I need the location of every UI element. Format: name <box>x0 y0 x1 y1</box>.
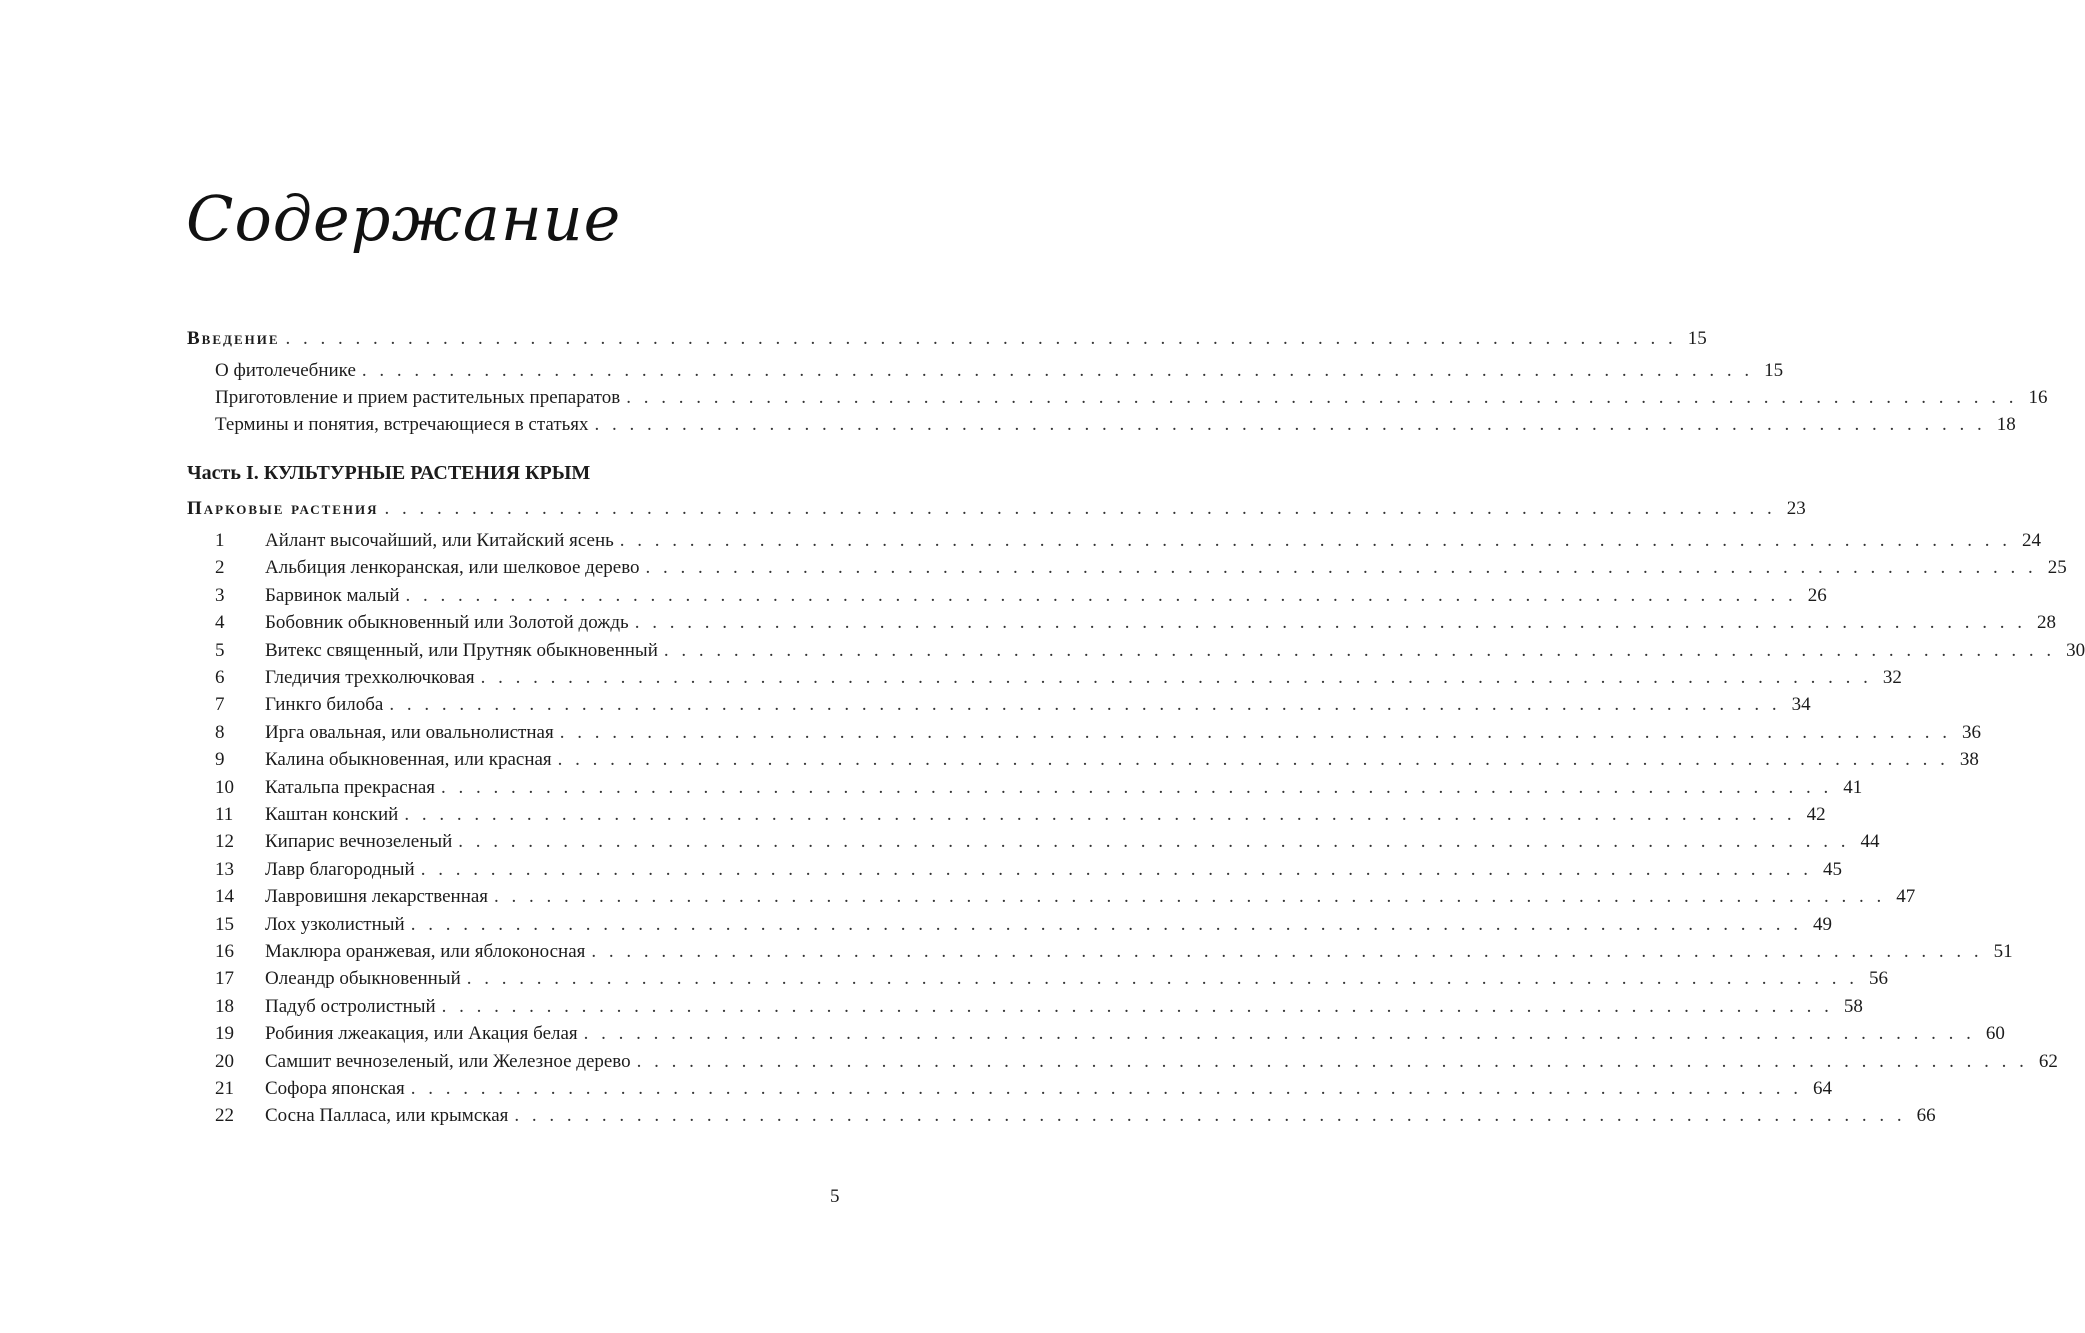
toc-leader-dots: . . . . . . . . . . . . . . . . . . . . . . . . . . . . . . . . . . . . . . . . . . . . . . . . . . . . . . . . . . . . . . . . . . . . . . . . . . . . . . . . <box>494 886 1886 908</box>
toc-entry-page: 18 <box>1996 414 2016 435</box>
toc-entry-number: 3 <box>215 584 225 606</box>
toc-entry-label: Витекс священный, или Прутняк обыкновенный <box>265 639 658 661</box>
toc-leader-dots: . . . . . . . . . . . . . . . . . . . . . . . . . . . . . . . . . . . . . . . . . . . . . . . . . . . . . . . . . . . . . . . . . . . . . . . . . . . . . . . . <box>389 694 1781 716</box>
toc-leader-dots: . . . . . . . . . . . . . . . . . . . . . . . . . . . . . . . . . . . . . . . . . . . . . . . . . . . . . . . . . . . . . . . . . . . . . . . . . . . . . . . . <box>634 612 2026 634</box>
toc-entry-page: 15 <box>1764 360 1784 381</box>
toc-entry[interactable] <box>187 584 1827 608</box>
toc-entry[interactable] <box>187 413 2016 437</box>
toc-entry[interactable] <box>187 803 1826 827</box>
toc-leader-dots: . . . . . . . . . . . . . . . . . . . . . . . . . . . . . . . . . . . . . . . . . . . . . . . . . . . . . . . . . . . . . . . . . . . . . . . . . . . . . . . . <box>361 360 1754 381</box>
toc-entry[interactable] <box>187 386 2048 410</box>
toc-entry-label: Ирга овальная, или овальнолистная <box>265 721 554 743</box>
toc-entry[interactable] <box>187 776 1863 800</box>
toc-entry-number: 16 <box>215 941 234 962</box>
toc-entry-label: Олеандр обыкновенный <box>265 968 461 990</box>
toc-entry-page: 25 <box>2047 557 2067 579</box>
toc-entry-label: Самшит вечнозеленый, или Железное дерево <box>265 1050 631 1072</box>
toc-entry-page: 28 <box>2036 612 2056 634</box>
toc-entry-page: 30 <box>2066 639 2085 661</box>
toc-entry[interactable] <box>187 529 2042 553</box>
toc-entry-label: Айлант высочайший, или Китайский ясень <box>265 530 614 551</box>
toc-entry-number: 10 <box>215 776 234 798</box>
toc-entry-page: 16 <box>2028 387 2048 408</box>
toc-entry-page: 45 <box>1822 858 1842 880</box>
toc-entry[interactable] <box>187 995 1863 1019</box>
toc-entry-label: Термины и понятия, встречающиеся в статьях <box>215 414 589 435</box>
toc-entry[interactable] <box>187 666 1902 690</box>
toc-entry[interactable] <box>187 830 1880 854</box>
toc-leader-dots: . . . . . . . . . . . . . . . . . . . . . . . . . . . . . . . . . . . . . . . . . . . . . . . . . . . . . . . . . . . . . . . . . . . . . . . . . . . . . . . . <box>636 1050 2028 1072</box>
toc-entry-label: Катальпа прекрасная <box>265 776 436 798</box>
toc-entry-number: 7 <box>215 694 225 716</box>
toc-leader-dots: . . . . . . . . . . . . . . . . . . . . . . . . . . . . . . . . . . . . . . . . . . . . . . . . . . . . . . . . . . . . . . . . . . . . . . . . . . . . . . . . <box>466 968 1859 990</box>
toc-leader-dots: . . . . . . . . . . . . . . . . . . . . . . . . . . . . . . . . . . . . . . . . . . . . . . . . . . . . . . . . . . . . . . . . . . . . . . . . . . . . . . . . <box>410 1078 1803 1099</box>
toc-entry-number: 5 <box>215 639 225 661</box>
toc-entry[interactable] <box>187 1022 2005 1046</box>
toc-section-park[interactable] <box>187 497 1806 521</box>
toc-leader-dots: . . . . . . . . . . . . . . . . . . . . . . . . . . . . . . . . . . . . . . . . . . . . . . . . . . . . . . . . . . . . . . . . . . . . . . . . . . . . . . . . <box>458 831 1850 853</box>
toc-entry-page: 41 <box>1843 776 1863 798</box>
toc-entry-number: 1 <box>215 530 225 551</box>
toc-entry[interactable] <box>187 721 1981 745</box>
toc-leader-dots: . . . . . . . . . . . . . . . . . . . . . . . . . . . . . . . . . . . . . . . . . . . . . . . . . . . . . . . . . . . . . . . . . . . . . . . . . . . . . . . . <box>480 667 1872 688</box>
toc-entry-label: Парковые растения <box>187 498 379 519</box>
toc-entry-label: Робиния лжеакация, или Акация белая <box>265 1023 578 1045</box>
toc-leader-dots: . . . . . . . . . . . . . . . . . . . . . . . . . . . . . . . . . . . . . . . . . . . . . . . . . . . . . . . . . . . . . . . . . . . . . . . . . . . . . . . . <box>559 721 1951 743</box>
toc-entry-label: Бобовник обыкновенный или Золотой дождь <box>265 612 629 634</box>
toc-leader-dots: . . . . . . . . . . . . . . . . . . . . . . . . . . . . . . . . . . . . . . . . . . . . . . . . . . . . . . . . . . . . . . . . . . . . . . . . . . . . . . . . <box>619 530 2012 551</box>
toc-part-heading[interactable]: Часть I. КУЛЬТУРНЫЕ РАСТЕНИЯ КРЫМ <box>187 462 591 484</box>
toc-entry-page: 34 <box>1791 694 1811 716</box>
toc-entry-page: 15 <box>1687 328 1707 349</box>
toc-entry-label: Маклюра оранжевая, или яблоконосная <box>265 941 586 962</box>
toc-entry-label: Кипарис вечнозеленый <box>265 831 453 853</box>
toc-entry-page: 60 <box>1985 1023 2005 1045</box>
toc-leader-dots: . . . . . . . . . . . . . . . . . . . . . . . . . . . . . . . . . . . . . . . . . . . . . . . . . . . . . . . . . . . . . . . . . . . . . . . . . . . . . . . . <box>405 584 1797 606</box>
toc-entry-label: Введение <box>187 328 280 349</box>
toc-entry[interactable] <box>187 611 2056 635</box>
toc-entry-label: Падуб остролистный <box>265 995 436 1017</box>
toc-leader-dots: . . . . . . . . . . . . . . . . . . . . . . . . . . . . . . . . . . . . . . . . . . . . . . . . . . . . . . . . . . . . . . . . . . . . . . . . . . . . . . . . <box>626 387 2018 408</box>
toc-entry-page: 38 <box>1959 749 1979 771</box>
toc-entry-number: 18 <box>215 995 234 1017</box>
toc-leader-dots: . . . . . . . . . . . . . . . . . . . . . . . . . . . . . . . . . . . . . . . . . . . . . . . . . . . . . . . . . . . . . . . . . . . . . . . . . . . . . . . . <box>410 913 1802 935</box>
toc-entry-page: 62 <box>2038 1050 2058 1072</box>
toc-entry[interactable] <box>187 748 1979 772</box>
toc-entry-label: Гледичия трехколючковая <box>265 667 475 688</box>
toc-entry-number: 11 <box>215 804 234 825</box>
toc-entry-page: 44 <box>1860 831 1880 853</box>
toc-entry-number: 22 <box>215 1105 234 1127</box>
toc-entry[interactable] <box>187 913 1832 937</box>
toc-entry-page: 49 <box>1812 913 1832 935</box>
toc-entry[interactable] <box>187 858 1842 882</box>
toc-entry[interactable] <box>187 1104 1936 1128</box>
toc-leader-dots: . . . . . . . . . . . . . . . . . . . . . . . . . . . . . . . . . . . . . . . . . . . . . . . . . . . . . . . . . . . . . . . . . . . . . . . . . . . . . . . . <box>557 749 1949 771</box>
toc-entry-number: 6 <box>215 667 225 688</box>
toc-entry-number: 12 <box>215 831 234 853</box>
toc-entry-page: 42 <box>1806 804 1826 825</box>
toc-entry-number: 2 <box>215 557 225 579</box>
toc-entry-page: 23 <box>1786 498 1806 519</box>
toc-entry[interactable] <box>187 359 1784 383</box>
toc-entry-label: Альбиция ленкоранская, или шелковое дерево <box>265 557 640 579</box>
toc-entry[interactable] <box>187 967 1889 991</box>
toc-entry-label: Лавровишня лекарственная <box>265 886 489 908</box>
toc-entry-label: Барвинок малый <box>265 584 400 606</box>
toc-section-intro[interactable] <box>187 327 1707 351</box>
toc-entry-number: 20 <box>215 1050 234 1072</box>
toc-entry-label: Лавр благородный <box>265 858 415 880</box>
toc-entry-number: 19 <box>215 1023 234 1045</box>
toc-entry-label: Сосна Палласа, или крымская <box>265 1105 509 1127</box>
toc-entry-label: Приготовление и прием растительных препаратов <box>215 387 621 408</box>
toc-entry-page: 26 <box>1807 584 1827 606</box>
toc-entry-number: 9 <box>215 749 225 771</box>
toc-leader-dots: . . . . . . . . . . . . . . . . . . . . . . . . . . . . . . . . . . . . . . . . . . . . . . . . . . . . . . . . . . . . . . . . . . . . . . . . . . . . . . . . <box>285 328 1677 349</box>
toc-entry[interactable] <box>187 940 2013 964</box>
toc-entry-page: 36 <box>1961 721 1981 743</box>
toc-entry-label: О фитолечебнике <box>215 360 356 381</box>
toc-entry-page: 64 <box>1813 1078 1833 1099</box>
toc-entry-number: 14 <box>215 886 234 908</box>
toc-entry[interactable] <box>187 1077 1833 1101</box>
toc-entry[interactable] <box>187 556 2067 580</box>
toc-leader-dots: . . . . . . . . . . . . . . . . . . . . . . . . . . . . . . . . . . . . . . . . . . . . . . . . . . . . . . . . . . . . . . . . . . . . . . . . . . . . . . . . <box>591 941 1983 962</box>
toc-leader-dots: . . . . . . . . . . . . . . . . . . . . . . . . . . . . . . . . . . . . . . . . . . . . . . . . . . . . . . . . . . . . . . . . . . . . . . . . . . . . . . . . <box>441 995 1833 1017</box>
page-title: Содержание <box>186 182 622 255</box>
toc-entry-number: 8 <box>215 721 225 743</box>
toc-entry-label: Калина обыкновенная, или красная <box>265 749 552 771</box>
toc-entry-label: Каштан конский <box>265 804 399 825</box>
toc-entry[interactable] <box>187 885 1916 909</box>
toc-entry-number: 13 <box>215 858 234 880</box>
toc-leader-dots: . . . . . . . . . . . . . . . . . . . . . . . . . . . . . . . . . . . . . . . . . . . . . . . . . . . . . . . . . . . . . . . . . . . . . . . . . . . . . . . . <box>645 557 2037 579</box>
toc-entry-label: Лох узколистный <box>265 913 405 935</box>
toc-leader-dots: . . . . . . . . . . . . . . . . . . . . . . . . . . . . . . . . . . . . . . . . . . . . . . . . . . . . . . . . . . . . . . . . . . . . . . . . . . . . . . . . <box>384 498 1776 519</box>
toc-entry-label: Софора японская <box>265 1078 405 1099</box>
toc-entry[interactable] <box>187 693 1811 717</box>
toc-entry-page: 66 <box>1916 1105 1936 1127</box>
toc-entry-number: 4 <box>215 612 225 634</box>
toc-entry-page: 47 <box>1896 886 1916 908</box>
toc-entry[interactable] <box>187 1050 2058 1074</box>
toc-entry-number: 21 <box>215 1078 234 1099</box>
toc-entry-label: Гинкго билоба <box>265 694 384 716</box>
page-number: 5 <box>830 1186 840 1207</box>
toc-entry-number: 17 <box>215 968 234 990</box>
toc-leader-dots: . . . . . . . . . . . . . . . . . . . . . . . . . . . . . . . . . . . . . . . . . . . . . . . . . . . . . . . . . . . . . . . . . . . . . . . . . . . . . . . . <box>404 804 1796 825</box>
toc-entry-page: 58 <box>1843 995 1863 1017</box>
toc-leader-dots: . . . . . . . . . . . . . . . . . . . . . . . . . . . . . . . . . . . . . . . . . . . . . . . . . . . . . . . . . . . . . . . . . . . . . . . . . . . . . . . . <box>514 1105 1906 1127</box>
toc-entry-page: 32 <box>1882 667 1902 688</box>
toc-entry-number: 15 <box>215 913 234 935</box>
toc-entry-page: 56 <box>1869 968 1889 990</box>
toc-entry[interactable] <box>187 639 2085 663</box>
toc-leader-dots: . . . . . . . . . . . . . . . . . . . . . . . . . . . . . . . . . . . . . . . . . . . . . . . . . . . . . . . . . . . . . . . . . . . . . . . . . . . . . . . . <box>583 1023 1975 1045</box>
toc-entry-page: 51 <box>1993 941 2013 962</box>
toc-entry-page: 24 <box>2022 530 2042 551</box>
toc-leader-dots: . . . . . . . . . . . . . . . . . . . . . . . . . . . . . . . . . . . . . . . . . . . . . . . . . . . . . . . . . . . . . . . . . . . . . . . . . . . . . . . . <box>663 639 2056 661</box>
toc-leader-dots: . . . . . . . . . . . . . . . . . . . . . . . . . . . . . . . . . . . . . . . . . . . . . . . . . . . . . . . . . . . . . . . . . . . . . . . . . . . . . . . . <box>594 414 1986 435</box>
toc-leader-dots: . . . . . . . . . . . . . . . . . . . . . . . . . . . . . . . . . . . . . . . . . . . . . . . . . . . . . . . . . . . . . . . . . . . . . . . . . . . . . . . . <box>420 858 1812 880</box>
toc-leader-dots: . . . . . . . . . . . . . . . . . . . . . . . . . . . . . . . . . . . . . . . . . . . . . . . . . . . . . . . . . . . . . . . . . . . . . . . . . . . . . . . . <box>441 776 1833 798</box>
